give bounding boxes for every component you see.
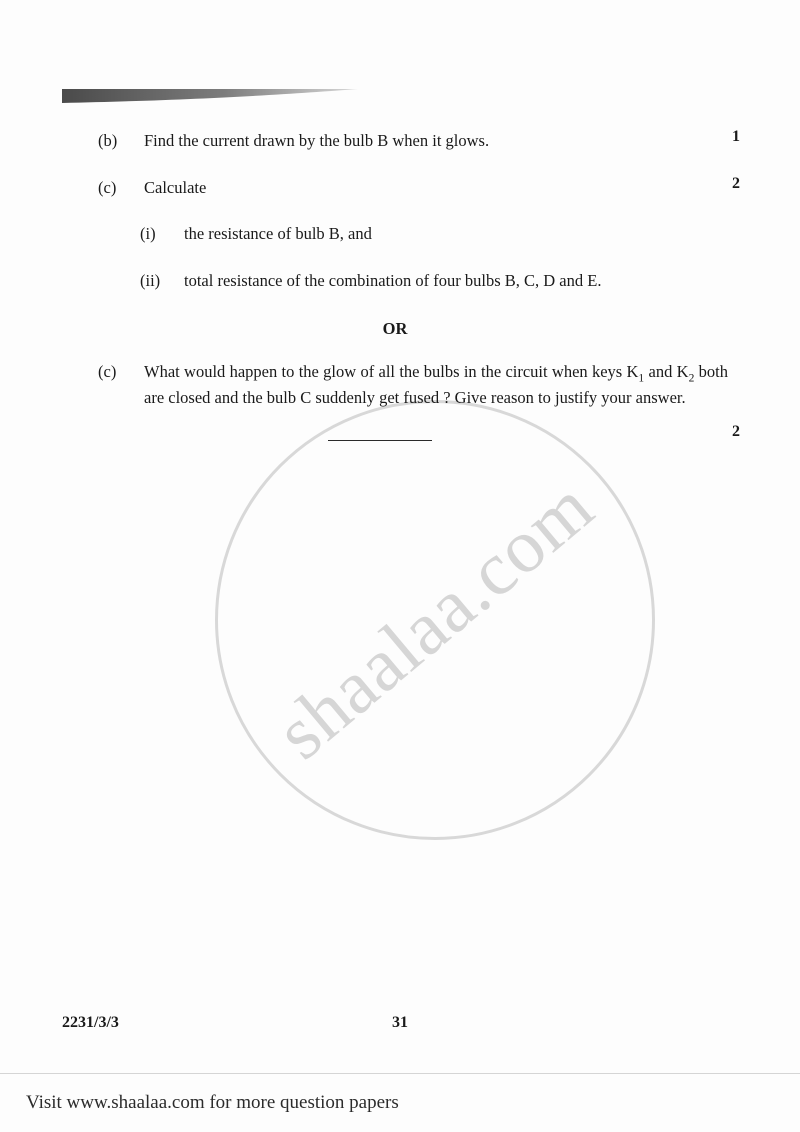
question-text-c: Calculate (144, 177, 207, 197)
question-item-b (98, 128, 800, 154)
alternate-text-part2: and K (644, 362, 689, 382)
question-text-alternate-c (144, 359, 728, 410)
question-marker-c-i: (i) (140, 224, 156, 244)
alternate-sub-1: 1 (638, 372, 645, 385)
bottom-banner (0, 1073, 800, 1132)
alternate-sub-2: 2 (688, 372, 695, 385)
question-marks-c: 2 (732, 174, 740, 192)
question-item-c (98, 175, 800, 201)
question-text-c-i: the resistance of bulb B, and (184, 224, 372, 244)
question-marker-c: (c) (98, 177, 117, 197)
paper-code: 2231/3/3 (62, 1014, 119, 1031)
question-marker-alternate-c: (c) (98, 362, 117, 382)
alternate-text-part1: What would happen to the glow of all the bulbs in the circuit when keys K (144, 362, 639, 382)
question-marker-c-ii: (ii) (140, 270, 161, 290)
alternate-text-part3: both are closed and the bulb C suddenly get fused ? Give reason to justify your answer. (144, 362, 728, 407)
question-marker-b: (b) (98, 131, 118, 150)
question-text-b: Find the current drawn by the bulb B when it glows. (144, 131, 490, 150)
question-marks-b: 1 (732, 128, 740, 145)
watermark (215, 400, 655, 840)
question-item-alternate-c (98, 359, 800, 441)
question-item-c-i (140, 221, 800, 247)
question-text-c-ii: total resistance of the combination of four bulbs B, C, D and E. (184, 270, 602, 290)
question-item-c-ii (140, 268, 800, 294)
watermark-circle (215, 400, 655, 840)
or-separator-label: OR (382, 319, 408, 339)
bottom-banner-text: Visit www.shaalaa.com for more question papers (26, 1092, 399, 1113)
section-divider-rule (328, 440, 432, 441)
watermark-text: shaalaa.com (260, 463, 609, 776)
question-content (0, 0, 800, 441)
page-number: 31 (392, 1014, 408, 1031)
question-marks-alternate-c: 2 (732, 423, 740, 441)
